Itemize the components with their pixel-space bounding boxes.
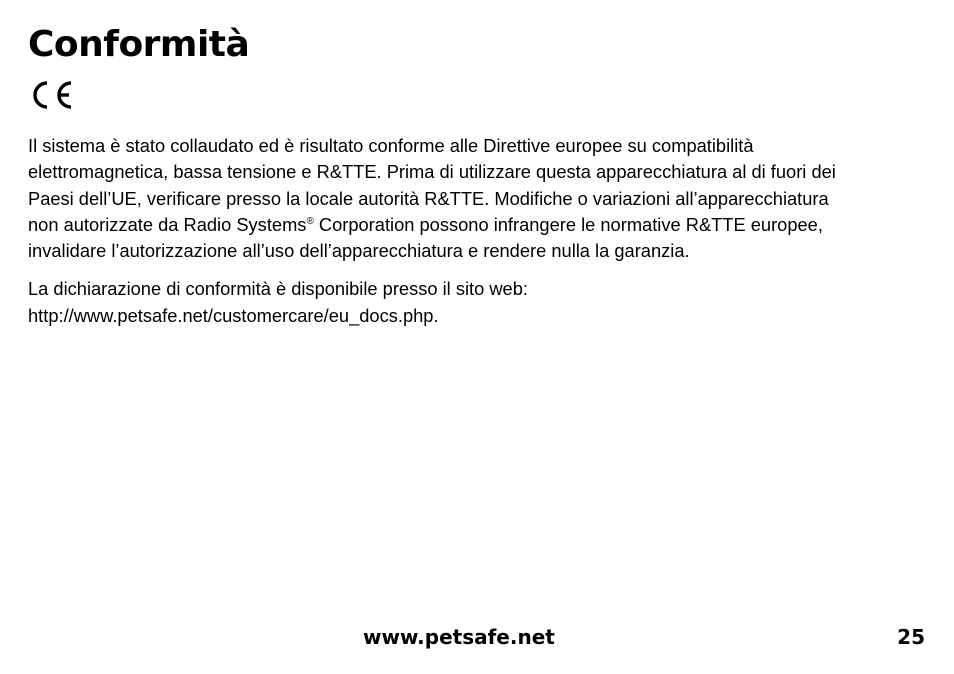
compliance-line: invalidare l’autorizzazione all’uso dell’apparecchiatura e rendere nulla la garanzia. bbox=[28, 240, 690, 262]
registered-mark: ® bbox=[306, 215, 314, 227]
declaration-url: http://www.petsafe.net/customercare/eu_docs.php. bbox=[28, 304, 439, 326]
compliance-text: Corporation possono infrangere le normative R&TTE europee, bbox=[313, 213, 823, 235]
declaration-paragraph bbox=[28, 276, 928, 329]
page-number: 25 bbox=[897, 625, 925, 649]
ce-mark-icon bbox=[28, 78, 74, 112]
compliance-paragraph bbox=[28, 133, 928, 264]
footer-website: www.petsafe.net bbox=[363, 625, 555, 649]
compliance-text: non autorizzate da Radio Systems bbox=[28, 213, 307, 235]
compliance-line: elettromagnetica, bassa tensione e R&TTE. Prima di utilizzare questa apparecchiatura al di fuori dei bbox=[28, 161, 836, 183]
compliance-line bbox=[28, 212, 928, 238]
page-title: Conformità bbox=[28, 24, 250, 65]
declaration-line: La dichiarazione di conformità è disponibile presso il sito web: bbox=[28, 278, 528, 300]
compliance-line: Il sistema è stato collaudato ed è risultato conforme alle Direttive europee su compatibilità bbox=[28, 135, 754, 156]
compliance-line: Paesi dell’UE, verificare presso la locale autorità R&TTE. Modifiche o variazioni all’apparecchiatura bbox=[28, 187, 829, 209]
body-text bbox=[28, 133, 928, 341]
